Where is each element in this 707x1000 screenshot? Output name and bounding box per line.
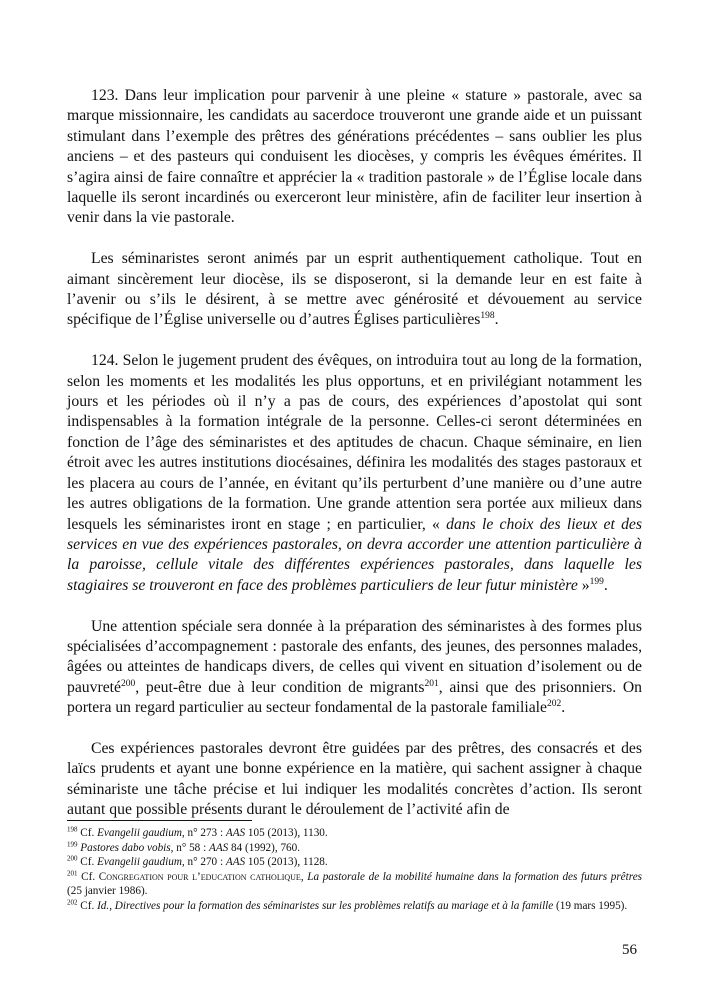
text-run: 123. Dans leur implication pour parvenir à une pleine « stature » pastorale, avec sa marque missionnaire, les candidats au sacerdoce trouveront une grande aide et un puissant stimulant dans l’exemple des prêtres des générations précédentes – sans oublier les plus anciens – et des pasteurs qui conduisent les diocèses, y compris les évêques émérites. Il s’agira ainsi de faire connaître et apprécier la « tradition pastorale » de l’Église locale dans laquelle ils seront incardinés ou exerceront leur ministère, afin de faciliter leur insertion à venir dans la vie pastorale. — [67, 87, 642, 227]
footnote — [67, 870, 642, 899]
footnote-ref: 200 — [67, 854, 78, 863]
body-text — [67, 86, 642, 841]
text-run: 84 (1992), 760. — [228, 841, 301, 854]
italic-text: AAS — [225, 856, 246, 869]
text-run: Cf. — [77, 899, 98, 912]
text-run: Ces expériences pastorales devront être guidées par des prêtres, des consacrés et des laïcs prudents et ayant une bonne expérience en la matière, qui sachent assigner à chaque séminariste une tâche précise et lui indiquer les modalités concrètes d’action. Ils seront autant que possible présents durant le déroulement de l’activité afin de — [67, 739, 642, 819]
page-number: 56 — [622, 942, 637, 958]
text-run: n° 58 : — [173, 841, 209, 854]
text-run: , peut-être due à leur condition de migrants — [135, 678, 425, 696]
text-run: , ainsi que des prisonniers. On portera un regard particulier au secteur fondamental de la pastorale familiale — [67, 678, 642, 717]
text-run: Cf. — [77, 827, 98, 839]
footnote — [67, 841, 642, 856]
footnotes — [67, 826, 642, 914]
footnote-ref: 202 — [67, 898, 78, 907]
text-run: Les séminaristes seront animés par un esprit authentiquement catholique. Tout en aimant sincèrement leur diocèse, ils se disposeront, si la demande leur en est faite à l’avenir ou s’ils le désirent, à se mettre avec générosité et dévouement au service spécifique de l’Église universelle ou d’autres Églises particulières — [67, 250, 642, 329]
footnote-ref: 201 — [424, 678, 439, 689]
paragraph — [67, 351, 642, 596]
footnote-ref: 200 — [121, 678, 136, 689]
italic-text: Evangelii gaudium, — [97, 856, 185, 869]
footnote-separator — [67, 820, 252, 821]
text-run: Cf. — [77, 856, 98, 869]
paragraph — [67, 249, 642, 331]
footnote — [67, 899, 642, 914]
italic-text: AAS — [208, 841, 229, 854]
footnote-ref: 202 — [546, 698, 562, 709]
text-run: . — [561, 699, 566, 717]
text-run: , — [300, 870, 308, 883]
text-run: 124. Selon le jugement prudent des évêques, on introduira tout au long de la formation, selon les moments et les modalités les plus opportuns, et en privilégiant notamment les jours et les périodes où il n’y a pas de cours, des expériences d’apostolat qui sont indispensables à la formation intégrale de la personne. Celles-ci seront déterminées en fonction de l’âge des séminaristes et des aptitudes de chacun. Chaque séminaire, en lien étroit avec les autres institutions diocésaines, définira les modalités des stages pastoraux et les placera au cours de l’année, en évitant qu’ils perturbent d’une manière ou d’une autre les autres obligations de la formation. Une grande attention sera portée aux milieux dans lesquels les séminaristes iront en stage ; en particulier, « — [67, 352, 642, 533]
italic-text: La pastorale de la mobilité humaine dans la formation des futurs prêtres — [307, 870, 643, 883]
text-run: » — [577, 576, 590, 594]
text-run: Une attention spéciale sera donnée à la préparation des séminaristes à des formes plus spécialisées d’accompagnement : pastorale des enfants, des jeunes, des personnes malades, âgées ou atteintes de handicaps divers, de celles qui vivent en situation d’isolement ou de pauvreté — [67, 617, 642, 696]
footnote-ref: 198 — [67, 825, 78, 834]
italic-text: AAS — [225, 827, 246, 839]
footnote — [67, 826, 642, 841]
italic-text: dans le choix des lieux et des services en vue des expériences pastorales, on devra accorder une attention particulière à la paroisse, cellule vitale des différentes expériences pastorales, dans laquelle les stagiaires se trouveront en face des problèmes particuliers de leur futur ministère — [67, 515, 642, 594]
paragraph — [67, 739, 642, 821]
text-run: 105 (2013), 1128. — [245, 856, 328, 869]
text-run: n° 273 : — [184, 827, 226, 839]
paragraph — [67, 617, 642, 719]
text-run: (25 janvier 1986). — [67, 885, 148, 898]
footnote-ref: 201 — [67, 869, 78, 878]
small-caps-text: Congregation pour l’education catholique — [98, 870, 301, 883]
text-run: . — [494, 311, 499, 329]
text-run: 105 (2013), 1130. — [245, 827, 328, 839]
italic-text: Evangelii gaudium, — [97, 827, 185, 839]
footnote-ref: 199 — [589, 576, 604, 587]
footnote — [67, 855, 642, 870]
text-run: (19 mars 1995). — [553, 899, 628, 912]
italic-text: Pastores dabo vobis, — [80, 841, 174, 854]
footnote-ref: 198 — [480, 311, 495, 322]
text-run: . — [603, 576, 608, 594]
italic-text: Id. — [97, 899, 110, 912]
italic-text: Directives pour la formation des séminaristes sur les problèmes relatifs au mariage et à la famille — [114, 899, 554, 912]
text-run: Cf. — [77, 870, 99, 883]
paragraph — [67, 86, 642, 229]
footnote-ref: 199 — [67, 839, 78, 848]
text-run: n° 270 : — [184, 856, 226, 869]
text-run: , — [109, 899, 115, 912]
